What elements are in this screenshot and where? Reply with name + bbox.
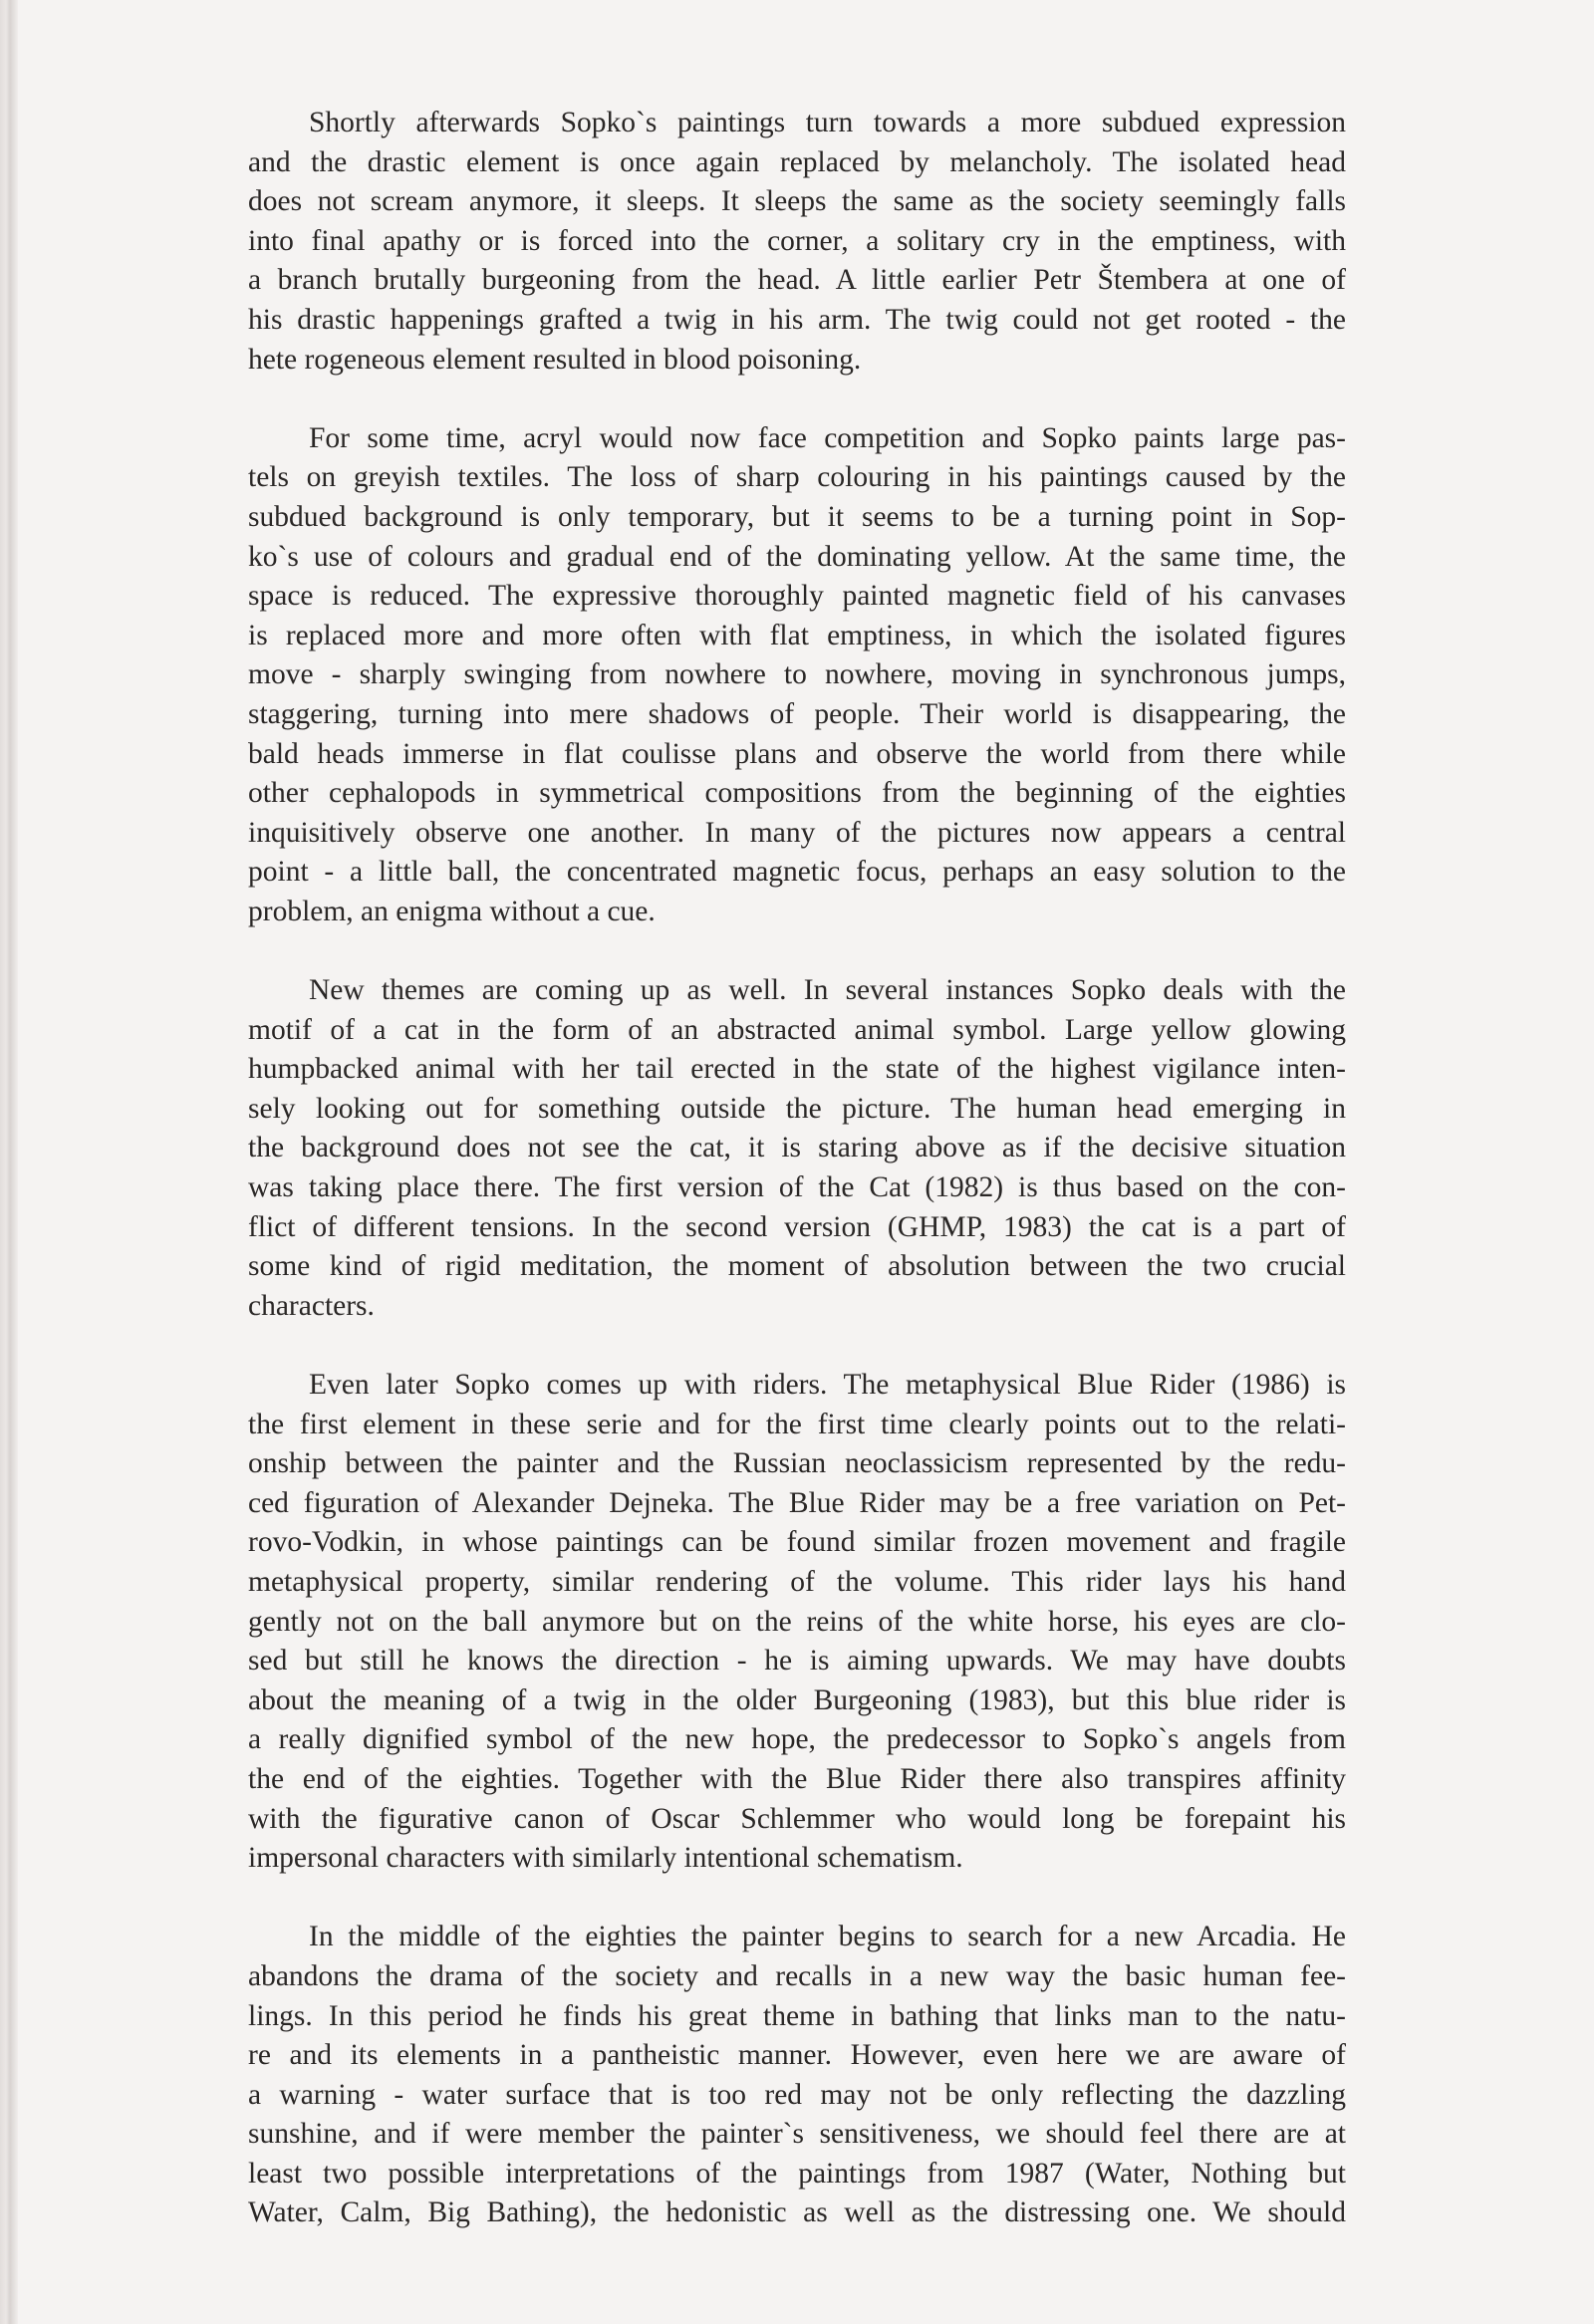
text-line: sely looking out for something outside the picture. The human head emerging in [248, 1092, 1346, 1125]
text-line: humpbacked animal with her tail erected in the state of the highest vigilance inten- [248, 1053, 1346, 1086]
text-line: re and its elements in a pantheistic manner. However, even here we are aware of [248, 2039, 1346, 2072]
text-line: motif of a cat in the form of an abstracted animal symbol. Large yellow glowing [248, 1013, 1346, 1046]
text-line: into final apathy or is forced into the corner, a solitary cry in the emptiness, with [248, 224, 1346, 257]
text-line: In the middle of the eighties the painter begins to search for a new Arcadia. He [309, 1921, 1346, 1953]
paragraph-blue-rider [248, 1366, 1346, 1879]
text-line: sed but still he knows the direction - he is aiming upwards. We may have doubts [248, 1645, 1346, 1678]
text-line: a warning - water surface that is too red may not be only reflecting the dazzling [248, 2078, 1346, 2111]
text-line: is replaced more and more often with flat emptiness, in which the isolated figures [248, 619, 1346, 651]
paragraph-subdued-expression [248, 104, 1346, 380]
page-binding-shadow [0, 0, 18, 2324]
text-line: other cephalopods in symmetrical compositions from the beginning of the eighties [248, 777, 1346, 810]
text-line: Even later Sopko comes up with riders. The metaphysical Blue Rider (1986) is [309, 1369, 1346, 1401]
text-line: and the drastic element is once again replaced by melancholy. The isolated head [248, 145, 1346, 178]
text-line: rovo-Vodkin, in whose paintings can be found similar frozen movement and fragile [248, 1526, 1346, 1559]
text-line: a really dignified symbol of the new hope, the predecessor to Sopko`s angels from [248, 1723, 1346, 1756]
text-line: point - a little ball, the concentrated magnetic focus, perhaps an easy solution to the [248, 856, 1346, 889]
text-line: For some time, acryl would now face competition and Sopko paints large pas- [309, 421, 1346, 454]
text-line: Shortly afterwards Sopko`s paintings turn towards a more subdued expression [309, 107, 1346, 138]
text-line: move - sharply swinging from nowhere to nowhere, moving in synchronous jumps, [248, 658, 1346, 691]
text-line: metaphysical property, similar rendering of the volume. This rider lays his hand [248, 1565, 1346, 1598]
text-line: space is reduced. The expressive thoroughly painted magnetic field of his canvases [248, 580, 1346, 613]
text-line: impersonal characters with similarly intentional schematism. [248, 1842, 963, 1875]
text-line: the background does not see the cat, it is staring above as if the decisive situation [248, 1132, 1346, 1164]
text-line: gently not on the ball anymore but on the reins of the white horse, his eyes are clo- [248, 1605, 1346, 1638]
text-line: onship between the painter and the Russian neoclassicism represented by the redu- [248, 1447, 1346, 1480]
text-line: was taking place there. The first version of the Cat (1982) is thus based on the con- [248, 1171, 1346, 1204]
paragraph-pastels [248, 419, 1346, 932]
text-line: bald heads immerse in flat coulisse plans and observe the world from there while [248, 737, 1346, 770]
text-line: the end of the eighties. Together with the Blue Rider there also transpires affinity [248, 1762, 1346, 1795]
text-line: ced figuration of Alexander Dejneka. The Blue Rider may be a free variation on Pet- [248, 1486, 1346, 1519]
paragraph-cat-motif [248, 971, 1346, 1326]
text-line: Water, Calm, Big Bathing), the hedonistic as well as the distressing one. We should [248, 2196, 1346, 2229]
text-line: inquisitively observe one another. In many of the pictures now appears a central [248, 816, 1346, 849]
text-line: some kind of rigid meditation, the moment of absolution between the two crucial [248, 1250, 1346, 1283]
text-line: subdued background is only temporary, but it seems to be a turning point in Sop- [248, 500, 1346, 533]
text-line: least two possible interpretations of the paintings from 1987 (Water, Nothing but [248, 2157, 1346, 2190]
text-line: his drastic happenings grafted a twig in his arm. The twig could not get rooted - the [248, 303, 1346, 336]
text-line: flict of different tensions. In the second version (GHMP, 1983) the cat is a part of [248, 1210, 1346, 1243]
text-line: sunshine, and if were member the painter`s sensitiveness, we should feel there are at [248, 2118, 1346, 2151]
text-line: abandons the drama of the society and recalls in a new way the basic human fee- [248, 1959, 1346, 1992]
text-line: New themes are coming up as well. In several instances Sopko deals with the [309, 974, 1346, 1007]
text-line: ko`s use of colours and gradual end of the dominating yellow. At the same time, the [248, 540, 1346, 573]
text-line: about the meaning of a twig in the older Burgeoning (1983), but this blue rider is [248, 1683, 1346, 1716]
text-line: characters. [248, 1289, 375, 1322]
text-line: staggering, turning into mere shadows of people. Their world is disappearing, the [248, 697, 1346, 730]
text-line: hete rogeneous element resulted in blood poisoning. [248, 343, 862, 376]
text-line: problem, an enigma without a cue. [248, 895, 656, 927]
text-line: with the figurative canon of Oscar Schlemmer who would long be forepaint his [248, 1802, 1346, 1835]
text-line: a branch brutally burgeoning from the head. A little earlier Petr Štembera at one of [248, 264, 1346, 297]
text-line: tels on greyish textiles. The loss of sharp colouring in his paintings caused by the [248, 461, 1346, 494]
document-page [248, 104, 1346, 2273]
paragraph-arcadia [248, 1918, 1346, 2233]
text-line: the first element in these serie and for the first time clearly points out to the relati- [248, 1408, 1346, 1440]
text-line: lings. In this period he finds his great theme in bathing that links man to the natu- [248, 1999, 1346, 2032]
text-line: does not scream anymore, it sleeps. It sleeps the same as the society seemingly falls [248, 185, 1346, 218]
